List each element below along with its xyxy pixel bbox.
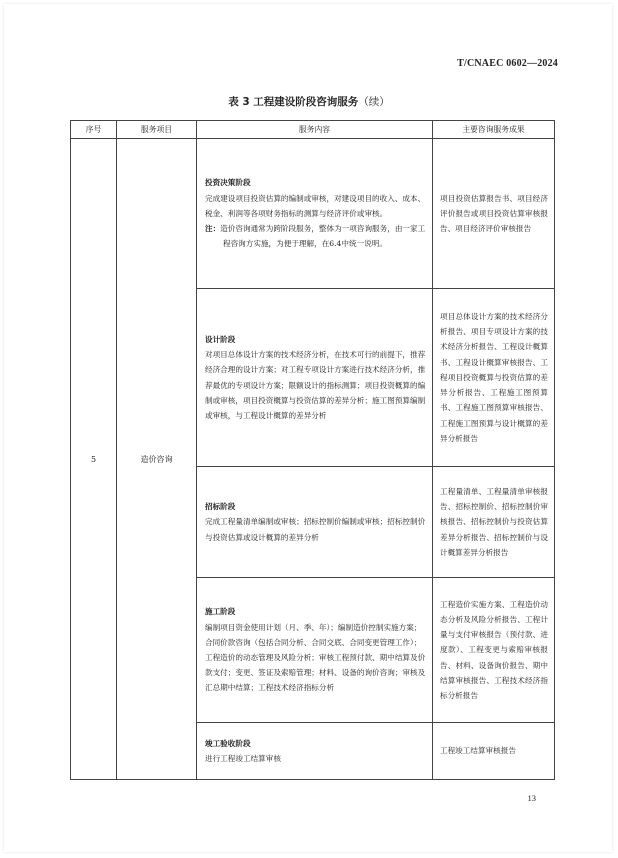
stage-content: 完成工程量清单编制或审核；招标控制价编制或审核；招标控制价与投资估算或设计概算的差异分析 [205,517,426,542]
content-cell-completion [197,723,433,780]
result-cell-design: 项目总体设计方案的技术经济分析报告、项目专项设计方案的技术经济分析报告、工程设计概算书、工程设计概算审核报告、工程项目投资概算与投资估算的差异分析报告、工程施工图预算书、工程施工图预算审核报告、工程施工图预算与设计概算的差异分析报告 [433,289,555,467]
stage-title: 竣工验收阶段 [205,738,251,748]
result-cell-bidding: 工程量清单、工程量清单审核报告、招标控制价、招标控制价审核报告、招标控制价与投资估算差异分析报告、招标控制价与设计概算差异分析报告 [433,467,555,578]
stage-title: 施工阶段 [205,607,236,617]
result-cell-investment: 项目投资估算报告书、项目经济评价报告或项目投资估算审核报告、项目经济评价审核报告 [433,139,555,289]
table-row [71,139,555,289]
header-service-content: 服务内容 [197,121,433,139]
content-cell-investment [197,139,433,289]
row-number-cell: 5 [71,139,117,780]
table-title-suffix: （续） [358,96,390,108]
stage-title: 招标阶段 [205,502,236,512]
stage-content: 完成建设项目投资估算的编制或审核，对建设项目的收入、成本、税金、利润等各项财务指标的测算与经济评价或审核。 [205,193,426,218]
page-number: 13 [527,793,536,803]
consulting-services-table [70,120,555,780]
note [205,221,426,251]
note-text: 造价咨询通常为跨阶段服务，整体为一项咨询服务，由一家工程咨询方实施，为便于理解，在6.4中统一说明。 [220,224,426,249]
content-cell-bidding [197,467,433,578]
note-label: 注： [205,224,221,234]
stage-title: 设计阶段 [205,334,236,344]
result-cell-completion: 工程竣工结算审核报告 [433,723,555,780]
stage-title: 投资决策阶段 [205,178,251,188]
table-title-text: 表 3 工程建设阶段咨询服务 [228,96,359,108]
result-cell-construction: 工程造价实施方案、工程造价动态分析及风险分析报告、工程计量与支付审核报告（预付款、进度款）、工程变更与索赔审核报告、材料、设备询价报告、期中结算审核报告、工程技术经济指标分析报告 [433,578,555,723]
standard-code: T/CNAEC 0602—2024 [457,58,558,69]
content-cell-design [197,289,433,467]
table-header-row [71,121,555,139]
header-service-item: 服务项目 [117,121,197,139]
stage-content: 进行工程竣工结算审核 [205,754,281,763]
header-index: 序号 [71,121,117,139]
stage-content: 编制项目资金使用计划（月、季、年）；编制造价控制实施方案；合同价款咨询（包括合同分析、合同交底、合同变更管理工作）；工程造价的动态管理及风险分析；审核工程预付款、期中结算及价款支付；变更、签证及索赔管理；材料、设备的询价咨询；审核及汇总期中结算；工程技术经济指标分析 [205,622,426,693]
table-title [0,94,618,109]
header-service-result: 主要咨询服务成果 [433,121,555,139]
service-item-cell: 造价咨询 [117,139,197,780]
content-cell-construction [197,578,433,723]
stage-content: 对项目总体设计方案的技术经济分析，在技术可行的前提下，推荐经济合理的设计方案；对工程专项设计方案进行技术经济分析，推荐最优的专项设计方案；限额设计的指标测算；项目投资概算的编制或审核，项目投资概算与投资估算的差异分析；施工图预算编制或审核，与工程设计概算的差异分析 [205,350,426,420]
